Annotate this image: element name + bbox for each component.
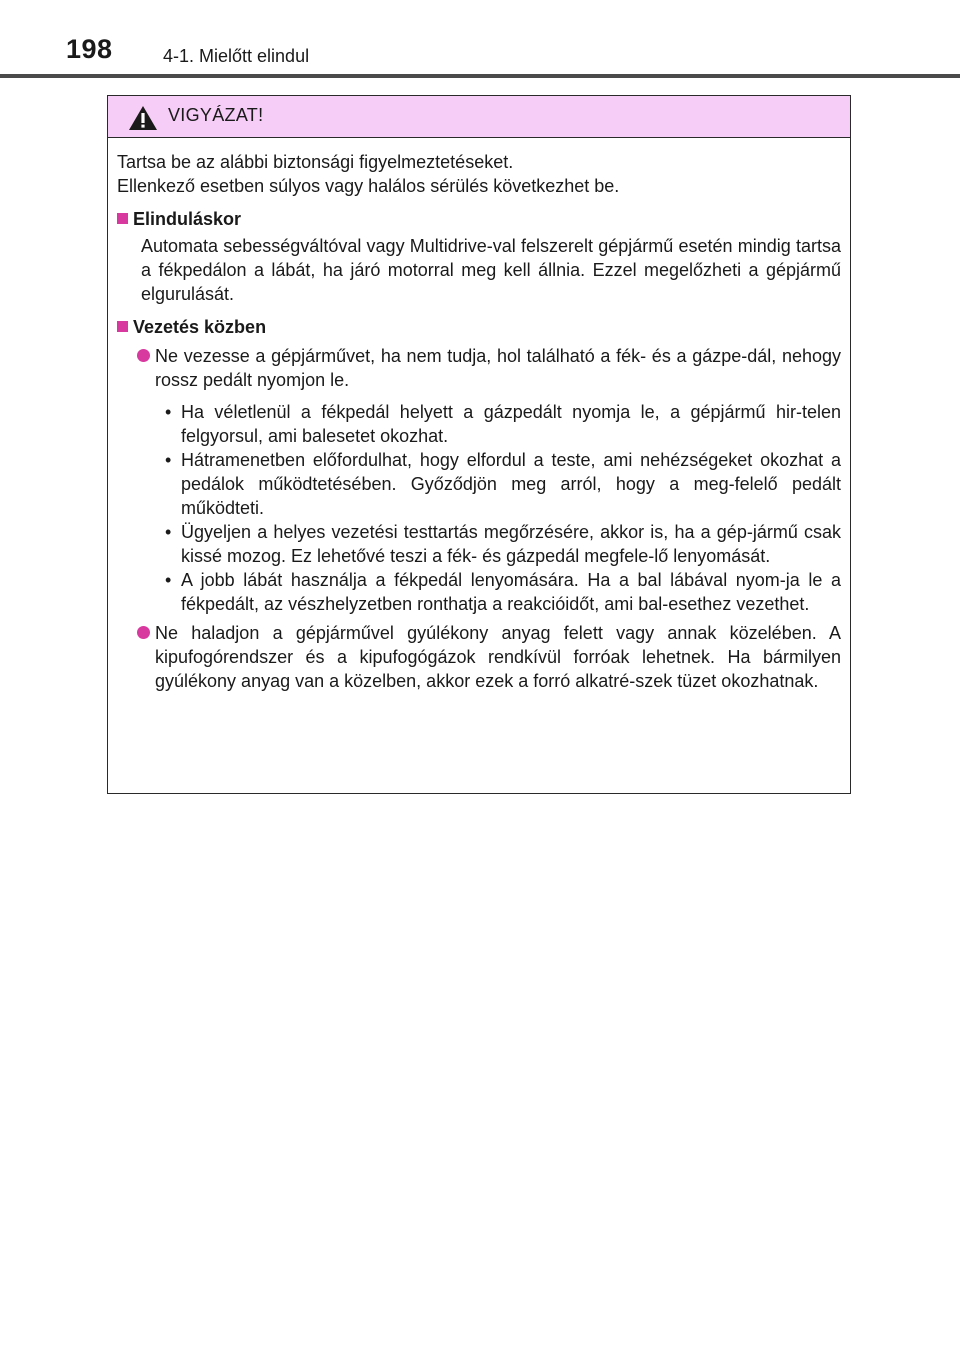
subsection-heading: [117, 207, 841, 231]
square-bullet-icon: [117, 213, 128, 224]
dot-bullet-icon: •: [165, 402, 172, 422]
bullet-text: Ügyeljen a helyes vezetési testtartás megőrzésére, akkor is, ha a gép-jármű csak kissé mozog. Ez lehetővé teszi a fék- és gázpedál megfele-lő lenyomását.: [181, 522, 841, 566]
list-item-text: Ne vezesse a gépjárművet, ha nem tudja, hol található a fék- és a gázpe-dál, nehogy rossz pedált nyomjon le.: [155, 346, 841, 390]
bullet-text: Ha véletlenül a fékpedál helyett a gázpedált nyomja le, a gépjármű hir-telen felgyorsul, ami balesetet okozhat.: [181, 402, 841, 446]
bullet-text: Hátramenetben előfordulhat, hogy elfordul a teste, ami nehézségeket okozhat a pedálok működtetésében. Győződjön meg arról, hogy a meg-felelő pedált működteti.: [181, 450, 841, 518]
page-number: 198: [66, 34, 113, 64]
subsection-paragraph: Automata sebességváltóval vagy Multidrive-val felszerelt gépjármű esetén mindig tartsa a fékpedálon a lábát, ha járó motorral meg kell állnia. Ezzel megelőzheti a gépjármű elgurulását.: [141, 236, 841, 304]
list-item: [137, 344, 841, 392]
warning-label: VIGYÁZAT!: [168, 105, 264, 125]
subsection-starting: [117, 207, 841, 306]
bullet-item: [161, 400, 841, 448]
page-header: [0, 0, 960, 80]
subsection-heading-text: Elinduláskor: [133, 209, 242, 229]
bullet-text: A jobb lábát használja a fékpedál lenyomására. Ha a bal lábával nyom-ja le a fékpedált, az vészhelyzetben ronthatja a reakcióidőt, ami bal-esethez vezethet.: [181, 570, 841, 614]
bullet-item: [161, 520, 841, 568]
bullet-item: [161, 448, 841, 520]
dot-bullet-icon: •: [165, 450, 172, 470]
subsection-heading-text: Vezetés közben: [133, 317, 267, 337]
intro-line: Tartsa be az alábbi biztonsági figyelmeztetéseket.: [117, 152, 514, 172]
square-bullet-icon: [117, 321, 128, 332]
list-item: [137, 621, 841, 693]
warning-body: [108, 138, 850, 693]
dot-bullet-icon: •: [165, 570, 172, 590]
subsection-driving: [117, 315, 841, 693]
circle-bullet-icon: [137, 349, 150, 362]
section-title: 4-1. Mielőtt elindul: [163, 46, 310, 66]
intro-line: Ellenkező esetben súlyos vagy halálos sérülés következhet be.: [117, 176, 620, 196]
bullet-list: [161, 400, 841, 616]
bullet-item: [161, 568, 841, 616]
warning-triangle-icon: [128, 105, 158, 131]
circle-bullet-icon: [137, 626, 150, 639]
dot-bullet-icon: •: [165, 522, 172, 542]
header-rule: [0, 74, 960, 78]
warning-box: [107, 95, 851, 794]
warning-header: [108, 96, 850, 138]
list-item-text: Ne haladjon a gépjárművel gyúlékony anyag felett vagy annak közelében. A kipufogórendszer és a kipufogógázok rendkívül forróak lehetnek. Ha bármilyen gyúlékony anyag van a közelben, akkor ezek a forró alkatré-szek tüzet okozhatnak.: [155, 623, 841, 691]
subsection-heading: [117, 315, 841, 339]
